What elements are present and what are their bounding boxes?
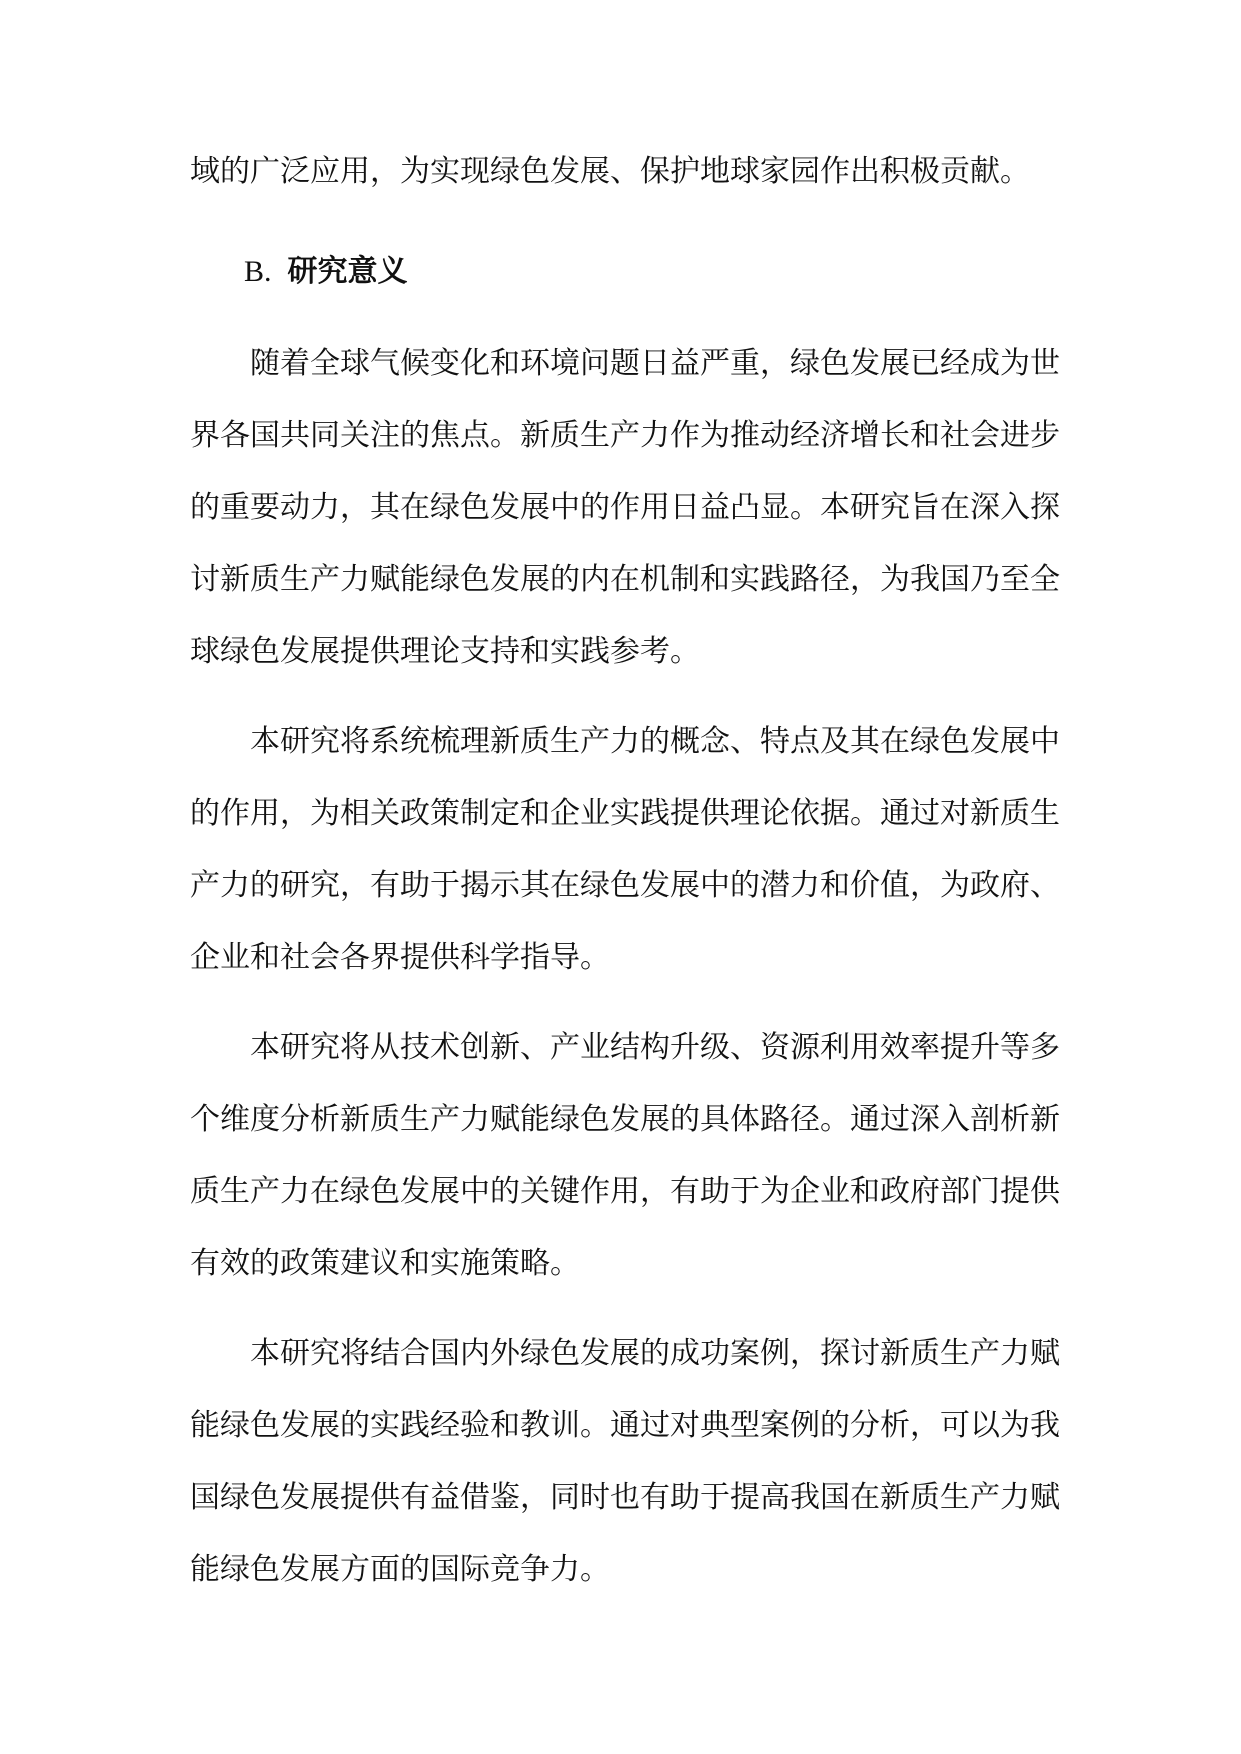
- continuation-paragraph: 域的广泛应用，为实现绿色发展、保护地球家园作出积极贡献。: [190, 154, 1030, 189]
- body-paragraph: 本研究将从技术创新、产业结构升级、资源利用效率提升等多个维度分析新质生产力赋能绿色发展的具体路径。通过深入剖析新质生产力在绿色发展中的关键作用，有助于为企业和政府部门提供有效的政策建议和实施策略。: [190, 1030, 1060, 1281]
- section-heading: [190, 236, 1060, 308]
- body-paragraph: 本研究将结合国内外绿色发展的成功案例，探讨新质生产力赋能绿色发展的实践经验和教训。通过对典型案例的分析，可以为我国绿色发展提供有益借鉴，同时也有助于提高我国在新质生产力赋能绿色发展方面的国际竞争力。: [190, 1336, 1060, 1587]
- body-paragraph: 随着全球气候变化和环境问题日益严重，绿色发展已经成为世界各国共同关注的焦点。新质生产力作为推动经济增长和社会进步的重要动力，其在绿色发展中的作用日益凸显。本研究旨在深入探讨新质生产力赋能绿色发展的内在机制和实践路径，为我国乃至全球绿色发展提供理论支持和实践参考。: [190, 346, 1060, 669]
- page-content: [190, 136, 1060, 1624]
- section-number: B.: [244, 255, 272, 288]
- section-title: 研究意义: [287, 254, 408, 289]
- body-paragraph: 本研究将系统梳理新质生产力的概念、特点及其在绿色发展中的作用，为相关政策制定和企业实践提供理论依据。通过对新质生产力的研究，有助于揭示其在绿色发展中的潜力和价值，为政府、企业和社会各界提供科学指导。: [190, 724, 1060, 975]
